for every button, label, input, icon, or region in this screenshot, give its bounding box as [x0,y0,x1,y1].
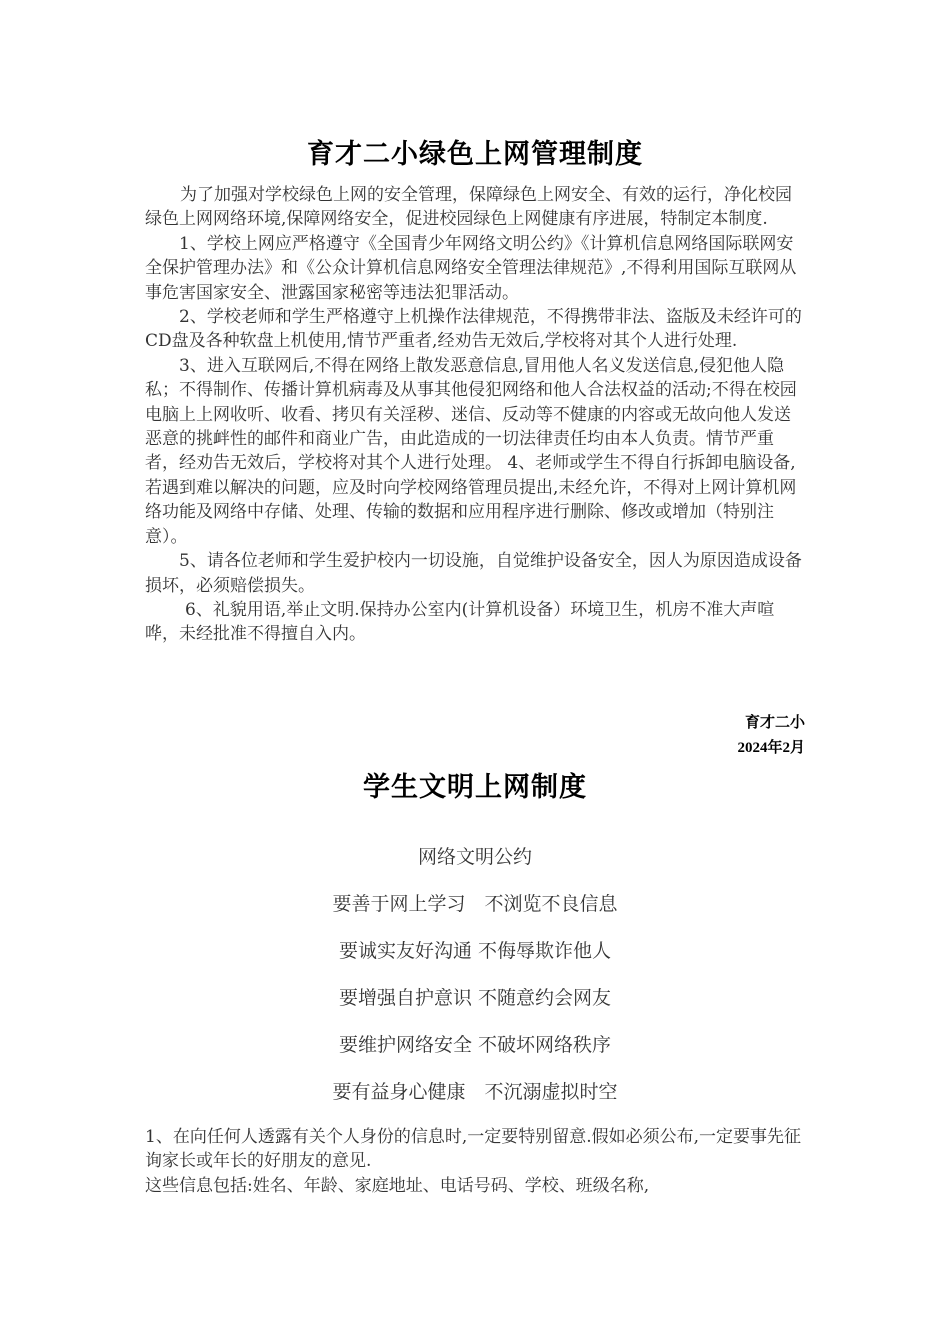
management-policy-body [145,183,805,647]
rule-paragraph: 1、在向任何人透露有关个人身份的信息时,一定要特别留意.假如必须公布,一定要事先征询家长或年长的好朋友的意见. [145,1127,802,1172]
pledge-line: 要维护网络安全 不破坏网络秩序 [338,1034,612,1056]
policy-rule-6: 6、礼貌用语,举止文明.保持办公室内(计算机设备）环境卫生，机房不准大声喧哗，未经批准不得擅自入内。 [145,599,775,645]
civilized-internet-rules [145,1125,805,1198]
rule-paragraph: 这些信息包括:姓名、年龄、家庭地址、电话号码、学校、班级名称, [145,1175,650,1196]
civilized-internet-title: 学生文明上网制度 [363,772,587,803]
pledge-line: 要增强自护意识 不随意约会网友 [338,987,612,1009]
policy-rule-5: 5、请各位老师和学生爱护校内一切设施，自觉维护设备安全，因人为原因造成设备损坏，必须赔偿损失。 [145,551,802,596]
policy-rule-1: 1、学校上网应严格遵守《全国青少年网络文明公约》《计算机信息网络国际联网安全保护管理办法》和《公众计算机信息网络安全管理法律规范》,不得利用国际互联网从事危害国家安全、泄露国家秘密等违法犯罪活动。 [145,233,797,303]
pledge-title: 网络文明公约 [417,846,532,868]
policy-intro-paragraph: 为了加强对学校绿色上网的安全管理，保障绿色上网安全、有效的运行，净化校园绿色上网网络环境,保障网络安全，促进校园绿色上网健康有序进展，特制定本制度. [145,185,792,230]
management-policy-title: 育才二小绿色上网管理制度 [307,139,643,170]
pledge-line: 要善于网上学习 不浏览不良信息 [332,893,618,915]
signature-school: 育才二小 [744,715,805,731]
policy-rule-3-4: 3、进入互联网后,不得在网络上散发恶意信息,冒用他人名义发送信息,侵犯他人隐私；不得制作、传播计算机病毒及从事其他侵犯网络和他人合法权益的活动;不得在校园电脑上上网收听、收看、拷贝有关淫秽、迷信、反动等不健康的内容或无故向他人发送恶意的挑衅性的邮件和商业广告，由此造成的一切法律责任均由本人负责。情节严重者，经劝告无效后，学校将对其个人进行处理。 4、老师或学生不得自行拆卸电脑设备,若遇到难以解决的问题，应及时向学校网络管理员提出,未经允许，不得对上网计算机网络功能及网络中存储、处理、传输的数据和应用程序进行删除、修改或增加（特别注意）。 [145,355,797,547]
pledge-line: 要有益身心健康 不沉溺虚拟时空 [332,1081,618,1103]
policy-rule-2: 2、学校老师和学生严格遵守上机操作法律规范，不得携带非法、盗版及未经许可的CD盘及各种软盘上机使用,情节严重者,经劝告无效后,学校将对其个人进行处理. [145,307,802,352]
signature-date: 2024年2月 [737,740,805,756]
pledge-line: 要诚实友好沟通 不侮辱欺诈他人 [338,940,612,962]
